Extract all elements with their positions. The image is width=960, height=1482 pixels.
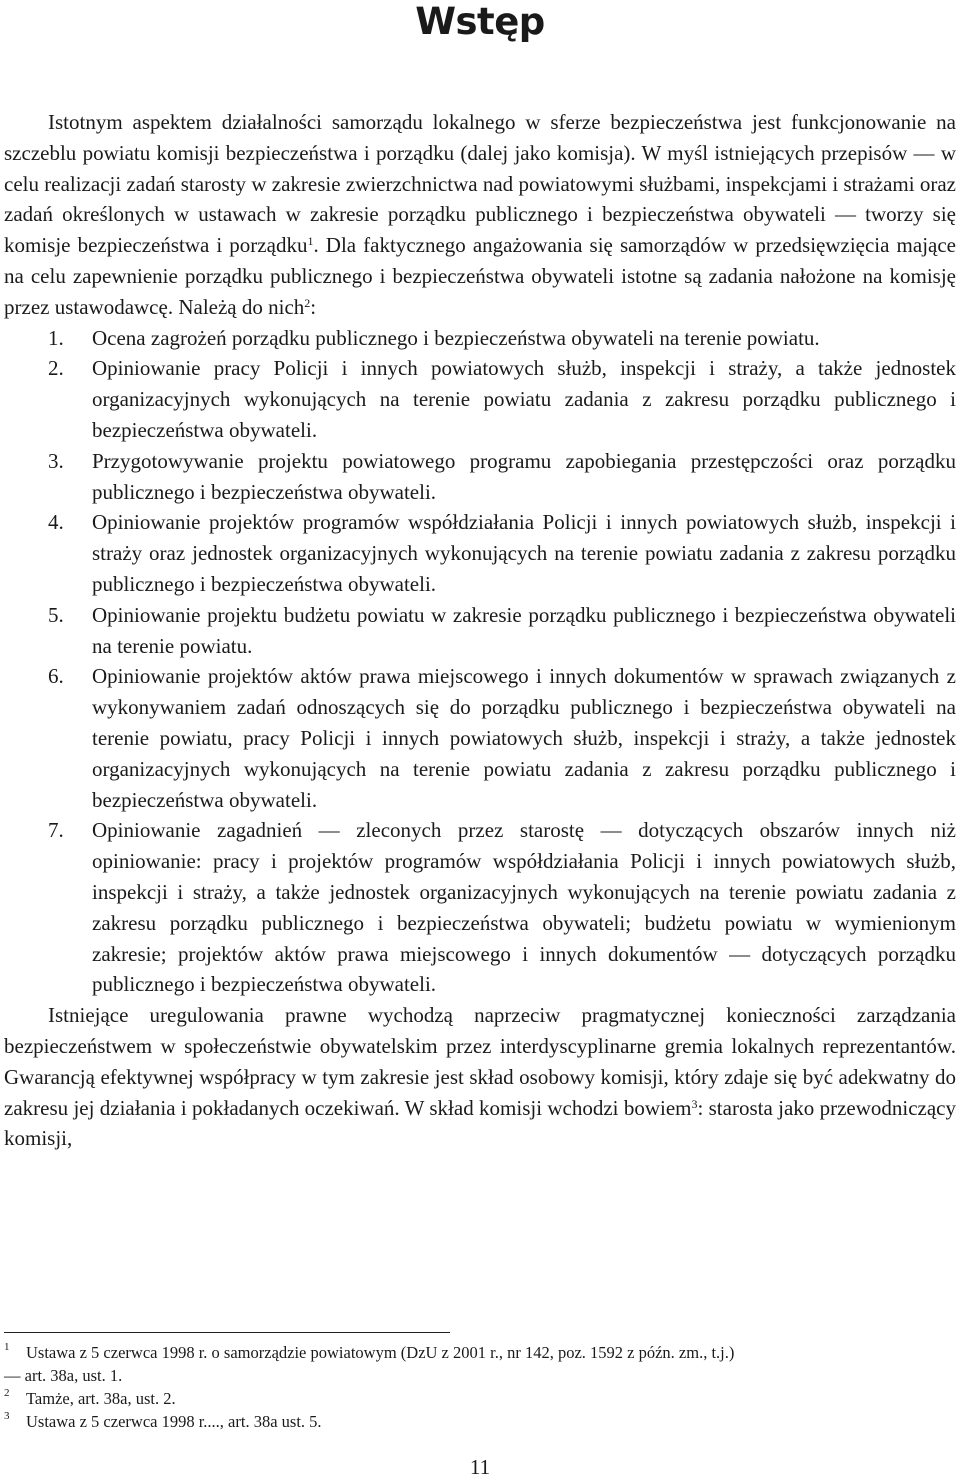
list-item-number: 7. [48,818,64,843]
intro-paragraph [4,107,956,323]
commission-tasks-list [4,323,956,1001]
list-item-text: Ocena zagrożeń porządku publicznego i bezpieczeństwa obywateli na terenie powiatu. [92,325,820,350]
footnote-ref-2[interactable]: 2 [304,295,311,310]
footnote-divider [4,1332,450,1333]
composition-text-b: : starosta jako przewodniczący komisji, [4,1095,957,1151]
list-item-text: Opiniowanie projektów programów współdziałania Policji i innych powiatowych służb, inspekcji i straży oraz jednostek organizacyjnych wykonujących na terenie powiatu zadania z zakresu porządku publicznego i bezpieczeństwa obywateli. [92,510,956,596]
footnote-continuation: — art. 38a, ust. 1. [4,1366,123,1385]
list-item [4,353,956,445]
composition-text-a: Istniejące uregulowania prawne wychodzą naprzeciw pragmatycznej konieczności zarządzania bezpieczeństwem w społeczeństwie obywatelskim przez interdyscyplinarne gremia lokalnych reprezentantów. Gwarancją efektywnej współpracy w tym zakresie jest skład osobowy komisji, który zdaje się być adekwatny do zakresu jej działania i pokładanych oczekiwań. W skład komisji wchodzi bowiem [4,1003,956,1120]
footnote-1 [4,1341,956,1387]
list-item [4,507,956,599]
footnote-ref-1[interactable]: 1 [307,234,314,249]
list-item-number: 1. [48,325,64,350]
list-item [4,323,956,354]
list-item-text: Opiniowanie pracy Policji i innych powiatowych służb, inspekcji i straży, a także jednostek organizacyjnych wykonujących na terenie powiatu zadania z zakresu porządku publicznego i bezpieczeństwa obywateli. [92,356,956,442]
footnote-ref-3[interactable]: 3 [691,1096,698,1111]
intro-text-b: . Dla faktycznego angażowania się samorządów w przedsięwzięcia mające na celu zapewnienie porządku publicznego i bezpieczeństwa obywateli istotne są zadania nałożone na komisję przez ustawodawcę. Należą do nich [4,233,956,319]
list-item [4,446,956,508]
footnote-mark: 2 [4,1387,10,1399]
footnote-mark: 3 [4,1410,10,1422]
composition-paragraph [4,1000,956,1154]
list-item-number: 5. [48,602,64,627]
page-number: 11 [469,1455,491,1479]
footnote-text: Ustawa z 5 czerwca 1998 r. o samorządzie powiatowym (DzU z 2001 r., nr 142, poz. 1592 z późn. zm., t.j.) [26,1343,735,1362]
list-item [4,661,956,815]
list-item-text: Opiniowanie projektu budżetu powiatu w zakresie porządku publicznego i bezpieczeństwa obywateli na terenie powiatu. [92,602,956,658]
footnote-2 [4,1387,956,1410]
list-item [4,600,956,662]
footnote-text: Tamże, art. 38a, ust. 2. [26,1389,176,1408]
list-item-number: 3. [48,448,64,473]
footnote-mark: 1 [4,1341,10,1353]
footnotes [4,1332,956,1433]
chapter-heading: Wstęp [415,0,545,43]
body-text [4,107,956,1154]
intro-text-c: : [310,294,317,319]
list-item-text: Opiniowanie zagadnień — zleconych przez starostę — dotyczących obszarów innych niż opiniowanie: pracy i projektów programów współdziałania Policji i innych powiatowych służb, inspekcji i straży, a także jednostek organizacyjnych wykonujących na terenie powiatu zadania z zakresu porządku publicznego i bezpieczeństwa obywateli; budżetu powiatu w wymienionym zakresie; projektów aktów prawa miejscowego i innych dokumentów — dotyczących porządku publicznego i bezpieczeństwa obywateli. [92,818,956,997]
footnote-3 [4,1410,956,1433]
list-item-text: Opiniowanie projektów aktów prawa miejscowego i innych dokumentów w sprawach związanych z wykonywaniem zadań odnoszących się do porządku publicznego i bezpieczeństwa obywateli na terenie powiatu, pracy Policji i innych powiatowych służb, inspekcji i straży, a także jednostek organizacyjnych wykonujących na terenie powiatu zadania z zakresu porządku publicznego i bezpieczeństwa obywateli. [92,664,956,812]
intro-text-a: Istotnym aspektem działalności samorządu lokalnego w sferze bezpieczeństwa jest funkcjonowanie na szczeblu powiatu komisji bezpieczeństwa i porządku (dalej jako komisja). W myśl istniejących przepisów — w celu realizacji zadań starosty w zakresie zwierzchnictwa nad powiatowymi służbami, inspekcjami i strażami oraz zadań określonych w ustawach w zakresie porządku publicznego i bezpieczeństwa obywateli — tworzy się komisje bezpieczeństwa i porządku [4,110,956,258]
list-item-text: Przygotowywanie projektu powiatowego programu zapobiegania przestępczości oraz porządku publicznego i bezpieczeństwa obywateli. [92,448,956,504]
list-item-number: 2. [48,356,64,381]
list-item [4,815,956,1000]
list-item-number: 4. [48,510,64,535]
footnote-text: Ustawa z 5 czerwca 1998 r...., art. 38a ust. 5. [26,1412,322,1431]
list-item-number: 6. [48,664,64,689]
